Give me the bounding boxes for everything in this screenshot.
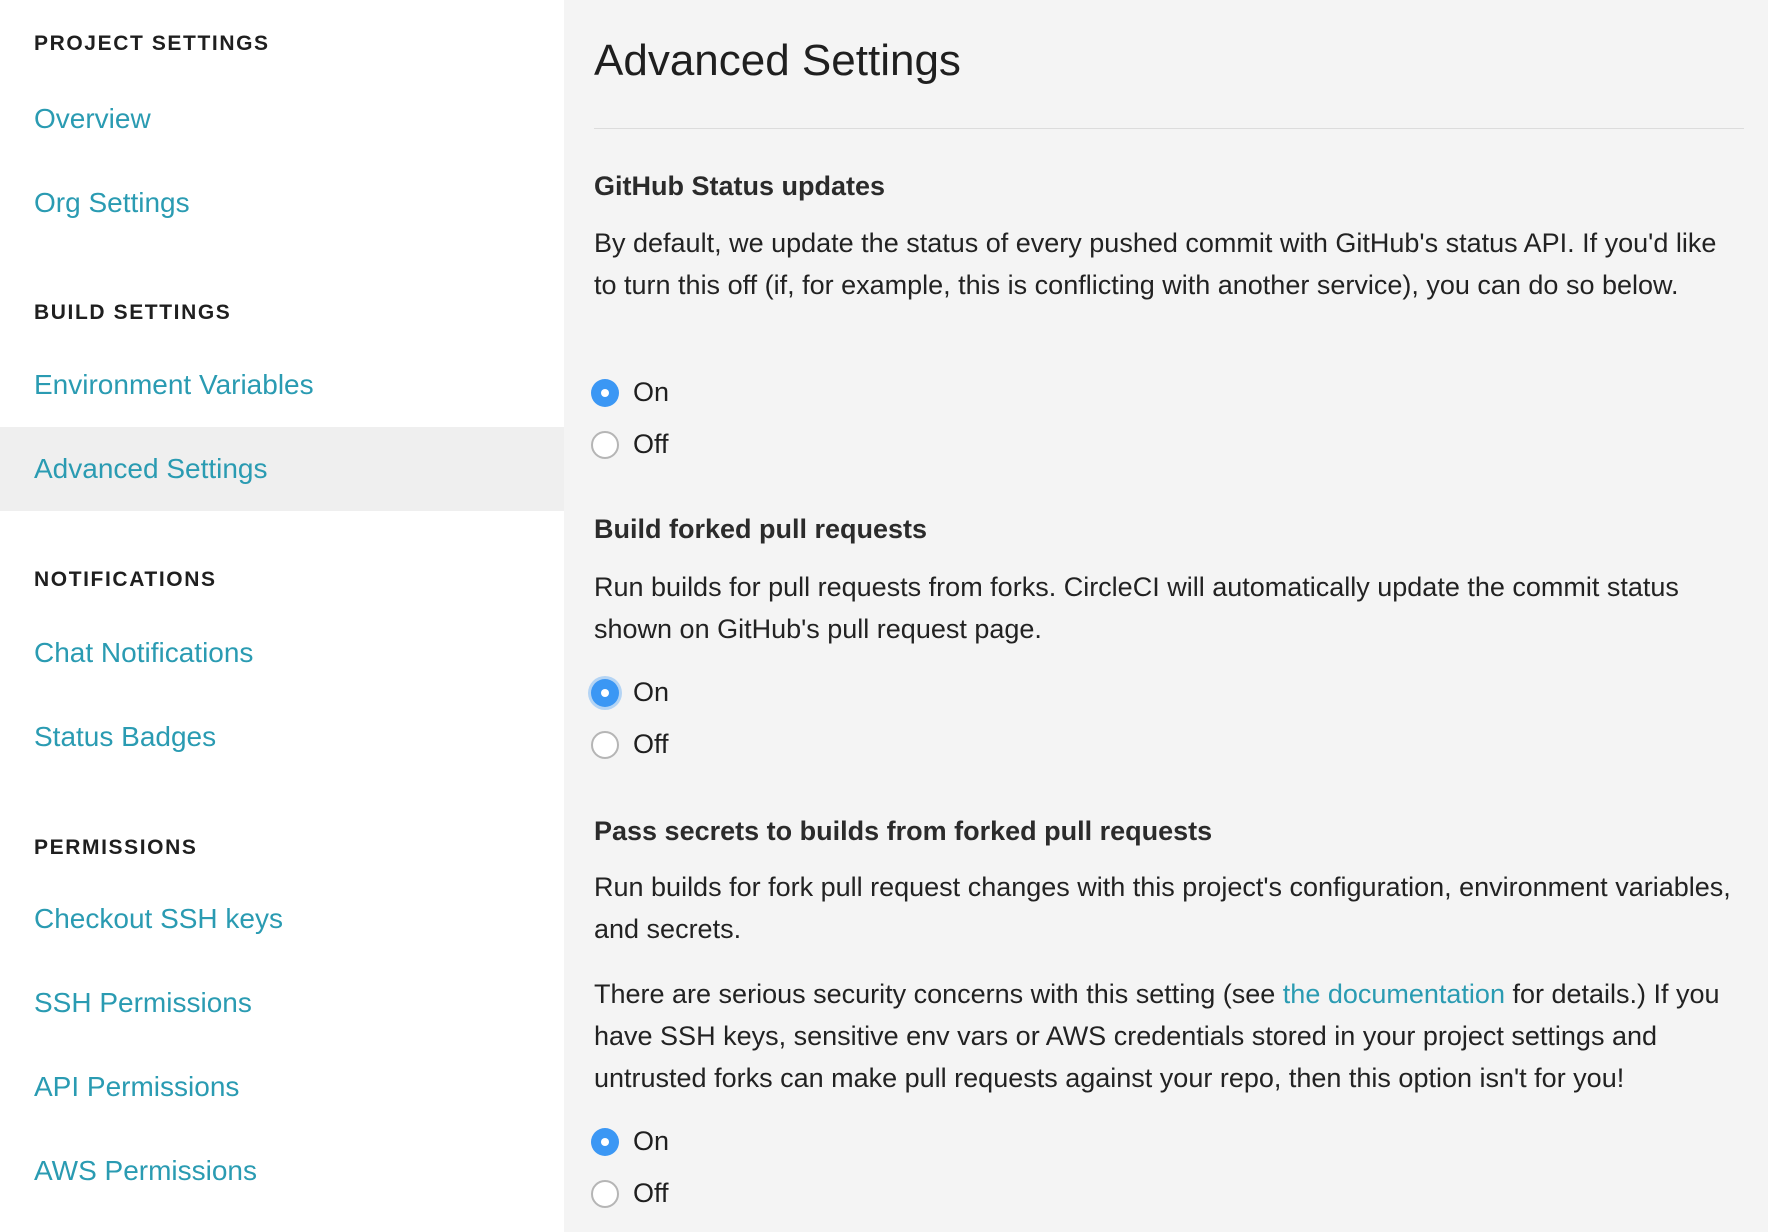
build-forked-prs-on-radio[interactable] <box>591 679 619 707</box>
github-status-on-option[interactable] <box>591 377 669 408</box>
section-description-github-status: By default, we update the status of every pushed commit with GitHub's status API. If you'd like to turn this off (if, for example, this is conflicting with another service), you can do so below. <box>594 228 1717 300</box>
sidebar-item-environment-variables[interactable]: Environment Variables <box>34 369 314 400</box>
build-forked-prs-on-label: On <box>633 677 670 707</box>
sidebar-item-org-settings[interactable]: Org Settings <box>34 187 190 218</box>
sidebar-heading-notifications: NOTIFICATIONS <box>34 568 217 591</box>
page-title: Advanced Settings <box>594 36 961 85</box>
section-title-pass-secrets: Pass secrets to builds from forked pull requests <box>594 816 1213 846</box>
sidebar-heading-project-settings: PROJECT SETTINGS <box>34 32 270 55</box>
sidebar-item-checkout-ssh-keys[interactable]: Checkout SSH keys <box>34 903 283 934</box>
github-status-off-option[interactable] <box>591 429 669 460</box>
pass-secrets-on-radio[interactable] <box>591 1128 619 1156</box>
sidebar-item-overview[interactable]: Overview <box>34 103 151 134</box>
title-divider <box>594 128 1744 129</box>
sidebar-item-chat-notifications[interactable]: Chat Notifications <box>34 637 254 668</box>
settings-sidebar <box>0 0 564 1232</box>
sidebar-heading-build-settings: BUILD SETTINGS <box>34 301 232 324</box>
pass-secrets-off-label: Off <box>633 1178 669 1208</box>
section-description-pass-secrets: Run builds for fork pull request changes with this project's configuration, environment variables, and secrets. <box>594 872 1731 944</box>
security-warning-after: for details.) If you have SSH keys, sensitive env vars or AWS credentials stored in your project settings and untrusted forks can make pull requests against your repo, then this option isn't for you! <box>594 979 1720 1093</box>
sidebar-heading-permissions: PERMISSIONS <box>34 836 198 859</box>
github-status-off-radio[interactable] <box>591 431 619 459</box>
pass-secrets-off-radio[interactable] <box>591 1180 619 1208</box>
sidebar-item-api-permissions[interactable]: API Permissions <box>34 1071 240 1102</box>
sidebar-item-ssh-permissions[interactable]: SSH Permissions <box>34 987 252 1018</box>
documentation-link[interactable]: the documentation <box>1282 979 1505 1009</box>
github-status-on-label: On <box>633 377 670 407</box>
github-status-off-label: Off <box>633 429 669 459</box>
pass-secrets-on-option[interactable] <box>591 1126 669 1157</box>
pass-secrets-off-option[interactable] <box>591 1178 669 1209</box>
build-forked-prs-off-radio[interactable] <box>591 731 619 759</box>
pass-secrets-on-label: On <box>633 1126 670 1156</box>
build-forked-prs-off-option[interactable] <box>591 729 669 760</box>
security-warning-text <box>594 973 1744 1099</box>
build-forked-prs-on-option[interactable] <box>591 677 669 708</box>
sidebar-item-aws-permissions[interactable]: AWS Permissions <box>34 1155 258 1186</box>
section-description-build-forked-prs: Run builds for pull requests from forks. CircleCI will automatically update the commit status shown on GitHub's pull request page. <box>594 572 1679 644</box>
build-forked-prs-off-label: Off <box>633 729 669 759</box>
security-warning-before: There are serious security concerns with this setting (see <box>594 979 1283 1009</box>
section-title-build-forked-prs: Build forked pull requests <box>594 514 928 544</box>
github-status-on-radio[interactable] <box>591 379 619 407</box>
section-title-github-status: GitHub Status updates <box>594 171 886 201</box>
sidebar-item-status-badges[interactable]: Status Badges <box>34 721 217 752</box>
sidebar-item-advanced-settings[interactable]: Advanced Settings <box>0 427 564 511</box>
